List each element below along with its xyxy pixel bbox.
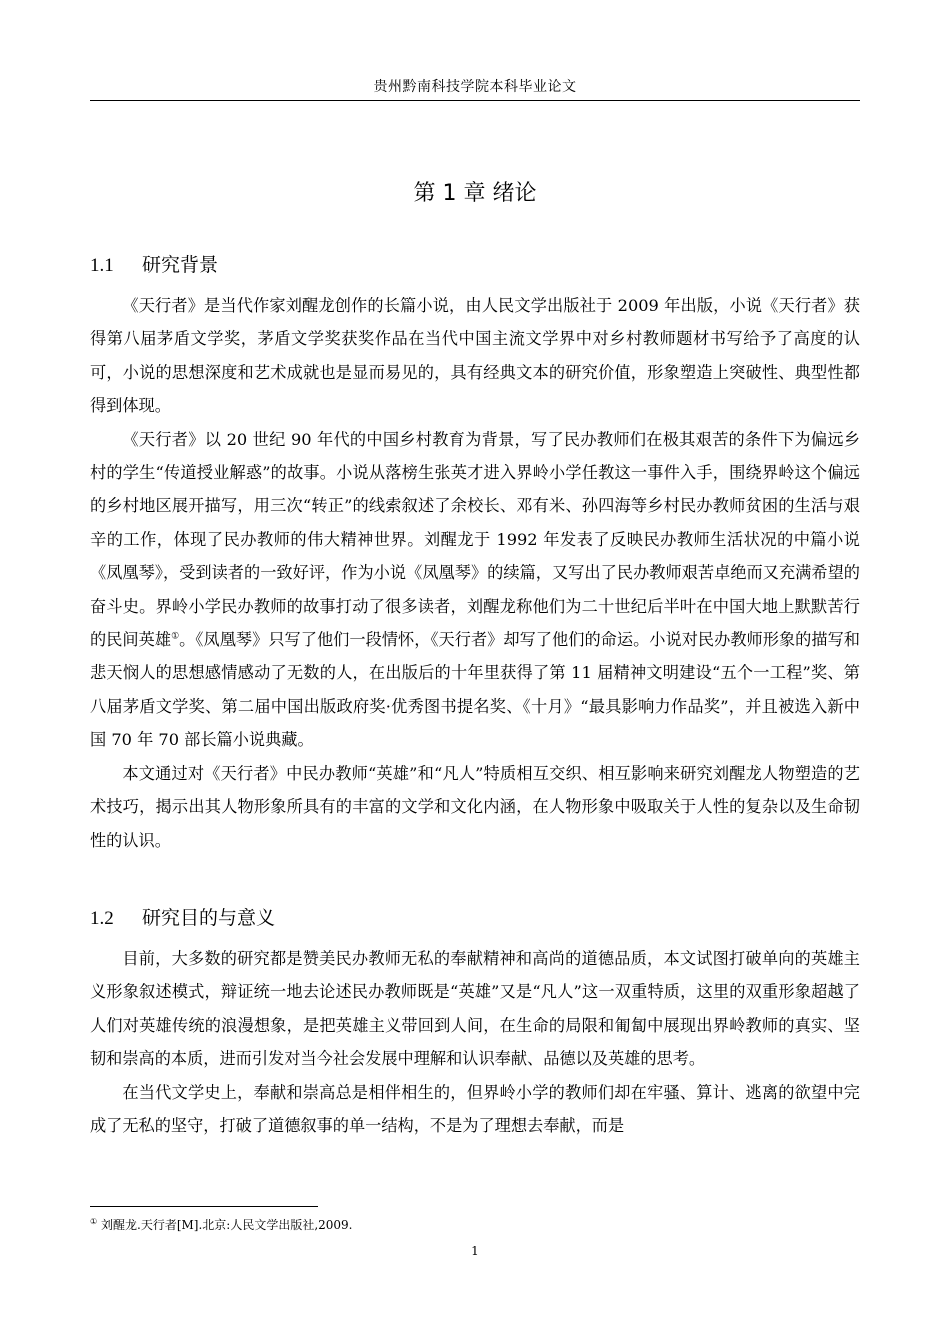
footnote (90, 1212, 860, 1235)
section-title: 研究背景 (142, 254, 219, 276)
chapter-title: 第 1 章 绪论 (413, 181, 537, 206)
footnote-mark: ① (90, 1217, 98, 1226)
section-1-2-body (90, 942, 860, 1142)
paragraph: 本文通过对《天行者》中民办教师“英雄”和“凡人”特质相互交织、相互影响来研究刘醒龙人物塑造的艺术技巧，揭示出其人物形象所具有的丰富的文学和文化内涵，在人物形象中吸取关于人性的复杂以及生命韧性的认识。 (90, 763, 860, 850)
paragraph (90, 423, 860, 757)
paragraph: 《天行者》是当代作家刘醒龙创作的长篇小说，由人民文学出版社于 2009 年出版，小说《天行者》获得第八届茅盾文学奖，茅盾文学奖获奖作品在当代中国主流文学界中对乡村教师题材书写给予了高度的认可，小说的思想深度和艺术成就也是显而易见的，具有经典文本的研究价值，形象塑造上突破性、典型性都得到体现。 (90, 296, 860, 416)
section-title: 研究目的与意义 (142, 907, 276, 929)
section-heading-1-2 (90, 903, 860, 934)
footnote-reference[interactable]: ① (171, 631, 180, 642)
footnote-text: 刘醒龙.天行者[M].北京:人民文学出版社,2009. (101, 1218, 353, 1232)
paragraph-text: 《天行者》以 20 世纪 90 年代的中国乡村教育为背景，写了民办教师们在极其艰苦的条件下为偏远乡村的学生“传道授业解惑”的故事。小说从落榜生张英才进入界岭小学任教这一事件入手，围绕界岭这个偏远的乡村地区展开描写，用三次“转正”的线索叙述了余校长、邓有米、孙四海等乡村民办教师贫困的生活与艰辛的工作，体现了民办教师的伟大精神世界。刘醒龙于 1992 年发表了反映民办教师生活状况的中篇小说《凤凰琴》，受到读者的一致好评，作为小说《凤凰琴》的续篇，又写出了民办教师艰苦卓绝而又充满希望的奋斗史。界岭小学民办教师的故事打动了很多读者，刘醒龙称他们为二十世纪后半叶在中国大地上默默苦行的民间英雄 (90, 429, 860, 650)
paragraph: 目前，大多数的研究都是赞美民办教师无私的奉献精神和高尚的道德品质，本文试图打破单向的英雄主义形象叙述模式，辩证统一地去论述民办教师既是“英雄”又是“凡人”这一双重特质，这里的双重形象超越了人们对英雄传统的浪漫想象，是把英雄主义带回到人间，在生命的局限和匍匐中展现出界岭教师的真实、坚韧和崇高的本质，进而引发对当今社会发展中理解和认识奉献、品德以及英雄的思考。 (90, 949, 860, 1069)
section-number: 1.2 (90, 908, 114, 929)
header-rule (90, 100, 860, 101)
paragraph: 在当代文学史上，奉献和崇高总是相伴相生的，但界岭小学的教师们却在牢骚、算计、逃离的欲望中完成了无私的坚守，打破了道德叙事的单一结构，不是为了理想去奉献，而是 (90, 1082, 860, 1136)
section-1-1-body (90, 289, 860, 857)
paragraph-text: 。《凤凰琴》只写了他们一段情怀，《天行者》却写了他们的命运。小说对民办教师形象的描写和悲天悯人的思想感情感动了无数的人，在出版后的十年里获得了第 11 届精神文明建设“五个一工程”奖、第八届茅盾文学奖、第二届中国出版政府奖·优秀图书提名奖、《十月》“最具影响力作品奖”，并且被选入新中国 70 年 70 部长篇小说典藏。 (90, 630, 860, 750)
section-number: 1.1 (90, 255, 114, 276)
section-heading-1-1 (90, 250, 860, 281)
page-number: 1 (471, 1244, 479, 1258)
running-header: 贵州黔南科技学院本科毕业论文 (373, 79, 577, 95)
footnote-rule (90, 1206, 318, 1207)
